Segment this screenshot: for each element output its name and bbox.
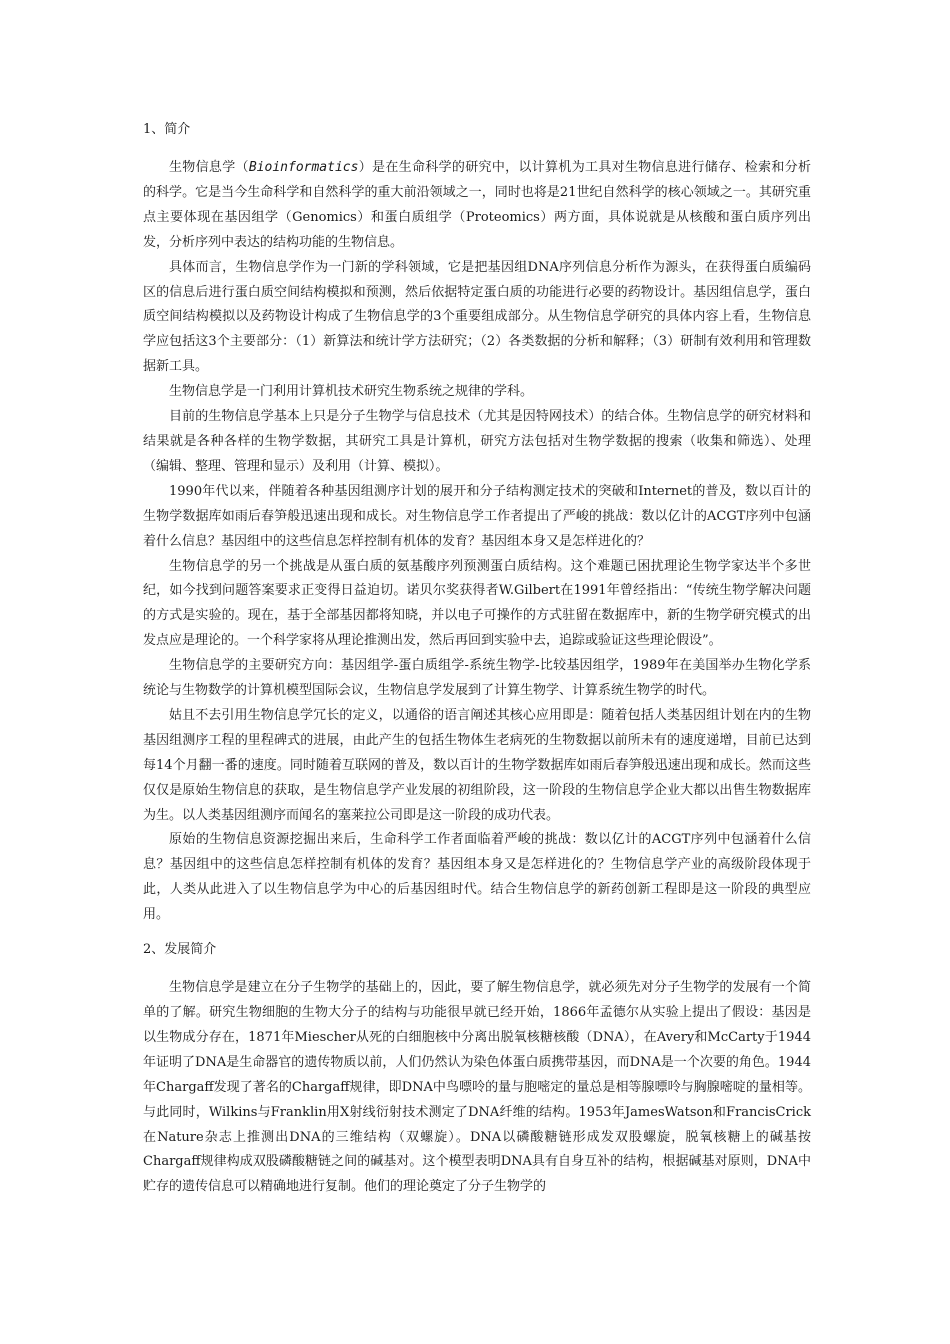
intro-paragraph-3: 生物信息学是一门利用计算机技术研究生物系统之规律的学科。 [169,384,534,400]
intro-paragraph-7: 生物信息学的主要研究方向：基因组学-蛋白质组学-系统生物学-比较基因组学，1989年在美国举办生物化学系统论与生物数学的计算机模型国际会议，生物信息学发展到了计算生物学、计算系统生物学的时代。 [143,658,811,699]
spacer [143,960,811,976]
paragraph-text: ）是在生命科学的研究中，以计算机为工具对生物信息进行储存、检索和分析的科学。它是当今生命科学和自然科学的重大前沿领域之一，同时也将是21世纪自然科学的核心领域之一。其研究重点主要体现在基因组学（Genomics）和蛋白质组学（Proteomics）两方面，具体说就是从核酸和蛋白质序列出发，分析序列中表达的结构功能的生物信息。 [143,160,811,250]
intro-paragraph-9: 原始的生物信息资源挖掘出来后，生命科学工作者面临着严峻的挑战：数以亿计的ACGT序列中包涵着什么信息？基因组中的这些信息怎样控制有机体的发育？基因组本身又是怎样进化的？生物信息学产业的高级阶段体现于此，人类从此进入了以生物信息学为中心的后基因组时代。结合生物信息学的新药创新工程即是这一阶段的典型应用。 [143,832,811,923]
document-body [143,120,811,1200]
intro-paragraph-6: 生物信息学的另一个挑战是从蛋白质的氨基酸序列预测蛋白质结构。这个难题已困扰理论生物学家达半个多世纪，如今找到问题答案要求正变得日益迫切。诺贝尔奖获得者W.Gilbert在1991年曾经指出：“传统生物学解决问题的方式是实验的。现在，基于全部基因都将知晓，并以电子可操作的方式驻留在数据库中，新的生物学研究模式的出发点应是理论的。一个科学家将从理论推测出发，然后再回到实验中去，追踪或验证这些理论假设”。 [143,558,811,649]
intro-paragraph-1 [143,156,811,256]
history-paragraph-1: 生物信息学是建立在分子生物学的基础上的，因此，要了解生物信息学，就必须先对分子生物学的发展有一个简单的了解。研究生物细胞的生物大分子的结构与功能很早就已经开始，1866年孟德尔从实验上提出了假设：基因是以生物成分存在，1871年Miescher从死的白细胞核中分离出脱氧核糖核酸（DNA），在Avery和McCarty于1944年证明了DNA是生命器官的遗传物质以前，人们仍然认为染色体蛋白质携带基因，而DNA是一个次要的角色。1944年Chargaff发现了著名的Chargaff规律，即DNA中鸟嘌呤的量与胞嘧定的量总是相等腺嘌呤与胸腺嘧啶的量相等。与此同时，Wilkins与Franklin用X射线衍射技术测定了DNA纤维的结构。1953年JamesWatson和FrancisCrick在Nature杂志上推测出DNA的三维结构（双螺旋）。DNA以磷酸糖链形成发双股螺旋，脱氧核糖上的碱基按Chargaff规律构成双股磷酸糖链之间的碱基对。这个模型表明DNA具有自身互补的结构，根据碱基对原则，DNA中贮存的遗传信息可以精确地进行复制。他们的理论奠定了分子生物学的 [143,980,811,1195]
paragraph-text: 生物信息学（ [169,160,249,175]
bioinformatics-term: Bioinformatics [248,160,359,175]
section-heading-history: 2、发展简介 [143,942,217,958]
intro-paragraph-2: 具体而言，生物信息学作为一门新的学科领域，它是把基因组DNA序列信息分析作为源头，在获得蛋白质编码区的信息后进行蛋白质空间结构模拟和预测，然后依据特定蛋白质的功能进行必要的药物设计。基因组信息学，蛋白质空间结构模拟以及药物设计构成了生物信息学的3个重要组成部分。从生物信息学研究的具体内容上看，生物信息学应包括这3个主要部分：（1）新算法和统计学方法研究；（2）各类数据的分析和解释；（3）研制有效利用和管理数据新工具。 [143,259,811,375]
spacer [143,928,811,940]
spacer [143,140,811,156]
section-heading-intro: 1、简介 [143,122,191,137]
intro-paragraph-4: 目前的生物信息学基本上只是分子生物学与信息技术（尤其是因特网技术）的结合体。生物信息学的研究材料和结果就是各种各样的生物学数据，其研究工具是计算机，研究方法包括对生物学数据的搜索（收集和筛选）、处理（编辑、整理、管理和显示）及利用（计算、模拟）。 [143,409,811,474]
intro-paragraph-5: 1990年代以来，伴随着各种基因组测序计划的展开和分子结构测定技术的突破和Internet的普及，数以百计的生物学数据库如雨后春笋般迅速出现和成长。对生物信息学工作者提出了严峻的挑战：数以亿计的ACGT序列中包涵着什么信息？基因组中的这些信息怎样控制有机体的发育？基因组本身又是怎样进化的？ [143,483,811,549]
intro-paragraph-8: 姑且不去引用生物信息学冗长的定义，以通俗的语言阐述其核心应用即是：随着包括人类基因组计划在内的生物基因组测序工程的里程碑式的进展，由此产生的包括生物体生老病死的生物数据以前所未有的速度递增，目前已达到每14个月翻一番的速度。同时随着互联网的普及，数以百计的生物学数据库如雨后春笋般迅速出现和成长。然而这些仅仅是原始生物信息的获取，是生物信息学产业发展的初组阶段，这一阶段的生物信息学企业大都以出售生物数据库为生。以人类基因组测序而闻名的塞莱拉公司即是这一阶段的成功代表。 [143,707,811,823]
